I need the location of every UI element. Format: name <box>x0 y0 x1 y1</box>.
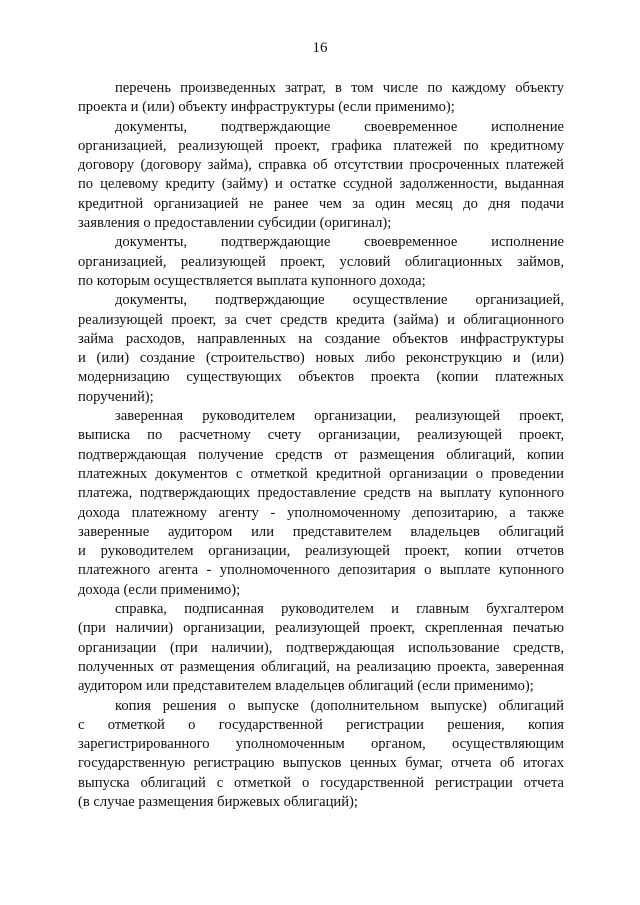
paragraph <box>78 233 564 291</box>
text-line: (при наличии) организации, реализующей проект, скрепленная печатью <box>78 620 564 637</box>
text-line: копия решения о выпуске (дополнительном выпуске) облигаций <box>115 697 564 714</box>
paragraph <box>78 79 564 118</box>
text-line: модернизацию существующих объектов проекта (копии платежных <box>78 369 564 386</box>
text-line: заверенные аудитором или представителем владельцев облигаций <box>78 523 564 540</box>
text-line: полученных от размещения облигаций, на реализацию проекта, заверенная <box>78 658 564 675</box>
text-line: реализующей проект, за счет средств кредита (займа) и облигационного <box>78 311 564 328</box>
text-line: и (или) создание (строительство) новых либо реконструкцию и (или) <box>78 350 564 367</box>
text-line: договору (договору займа), справка об отсутствии просроченных платежей <box>78 157 564 174</box>
text-line: выпуска облигаций с отметкой о государственной регистрации отчета <box>78 774 564 791</box>
paragraph <box>78 600 564 696</box>
text-line: платежного агента - уполномоченного депозитария о выплате купонного <box>78 562 564 579</box>
text-line: выписка по расчетному счету организации, реализующей проект, <box>78 427 564 444</box>
text-line: зарегистрированного уполномоченным органом, осуществляющим <box>78 736 564 753</box>
paragraph <box>78 291 564 407</box>
text-line: дохода платежному агенту - уполномоченному депозитарию, а также <box>78 504 564 521</box>
text-line: справка, подписанная руководителем и главным бухгалтером <box>115 601 564 618</box>
text-line: заявления о предоставлении субсидии (оригинал); <box>78 215 392 232</box>
paragraph <box>78 697 564 813</box>
text-line: платежных документов с отметкой кредитной организации о проведении <box>78 465 564 482</box>
text-line: подтверждающая получение средств от размещения облигаций, копии <box>78 446 564 463</box>
text-line: по целевому кредиту (займу) и остатке ссудной задолженности, выданная <box>78 176 564 193</box>
text-line: заверенная руководителем организации, реализующей проект, <box>115 408 564 425</box>
text-line: государственную регистрацию выпусков ценных бумаг, отчета об итогах <box>78 755 564 772</box>
paragraph <box>78 407 564 600</box>
text-line: платежа, подтверждающих предоставление средств на выплату купонного <box>78 485 564 502</box>
text-line: перечень произведенных затрат, в том числе по каждому объекту <box>115 80 564 96</box>
document-body <box>78 79 564 812</box>
text-line: проекта и (или) объекту инфраструктуры (если применимо); <box>78 99 455 116</box>
text-line: организацией, реализующей проект, условий облигационных займов, <box>78 253 564 270</box>
text-line: (в случае размещения биржевых облигаций); <box>78 793 358 810</box>
text-line: аудитором или представителем владельцев облигаций (если применимо); <box>78 678 534 695</box>
text-line: документы, подтверждающие своевременное исполнение <box>115 234 564 251</box>
text-line: кредитной организацией не ранее чем за один месяц до дня подачи <box>78 195 564 212</box>
text-line: дохода (если применимо); <box>78 581 241 598</box>
text-line: документы, подтверждающие своевременное исполнение <box>115 118 564 135</box>
text-line: с отметкой о государственной регистрации решения, копия <box>78 716 564 733</box>
page-number: 16 <box>312 40 328 56</box>
text-line: и руководителем организации, реализующей проект, копии отчетов <box>78 543 564 560</box>
text-line: поручений); <box>78 388 154 405</box>
text-line: организацией, реализующей проект, графика платежей по кредитному <box>78 137 564 154</box>
text-line: организации (при наличии), подтверждающая использование средств, <box>78 639 564 656</box>
paragraph <box>78 118 564 234</box>
text-line: документы, подтверждающие осуществление организацией, <box>115 292 564 309</box>
text-line: по которым осуществляется выплата купонного дохода; <box>78 272 426 289</box>
text-line: займа расходов, направленных на создание объектов инфраструктуры <box>78 330 564 347</box>
